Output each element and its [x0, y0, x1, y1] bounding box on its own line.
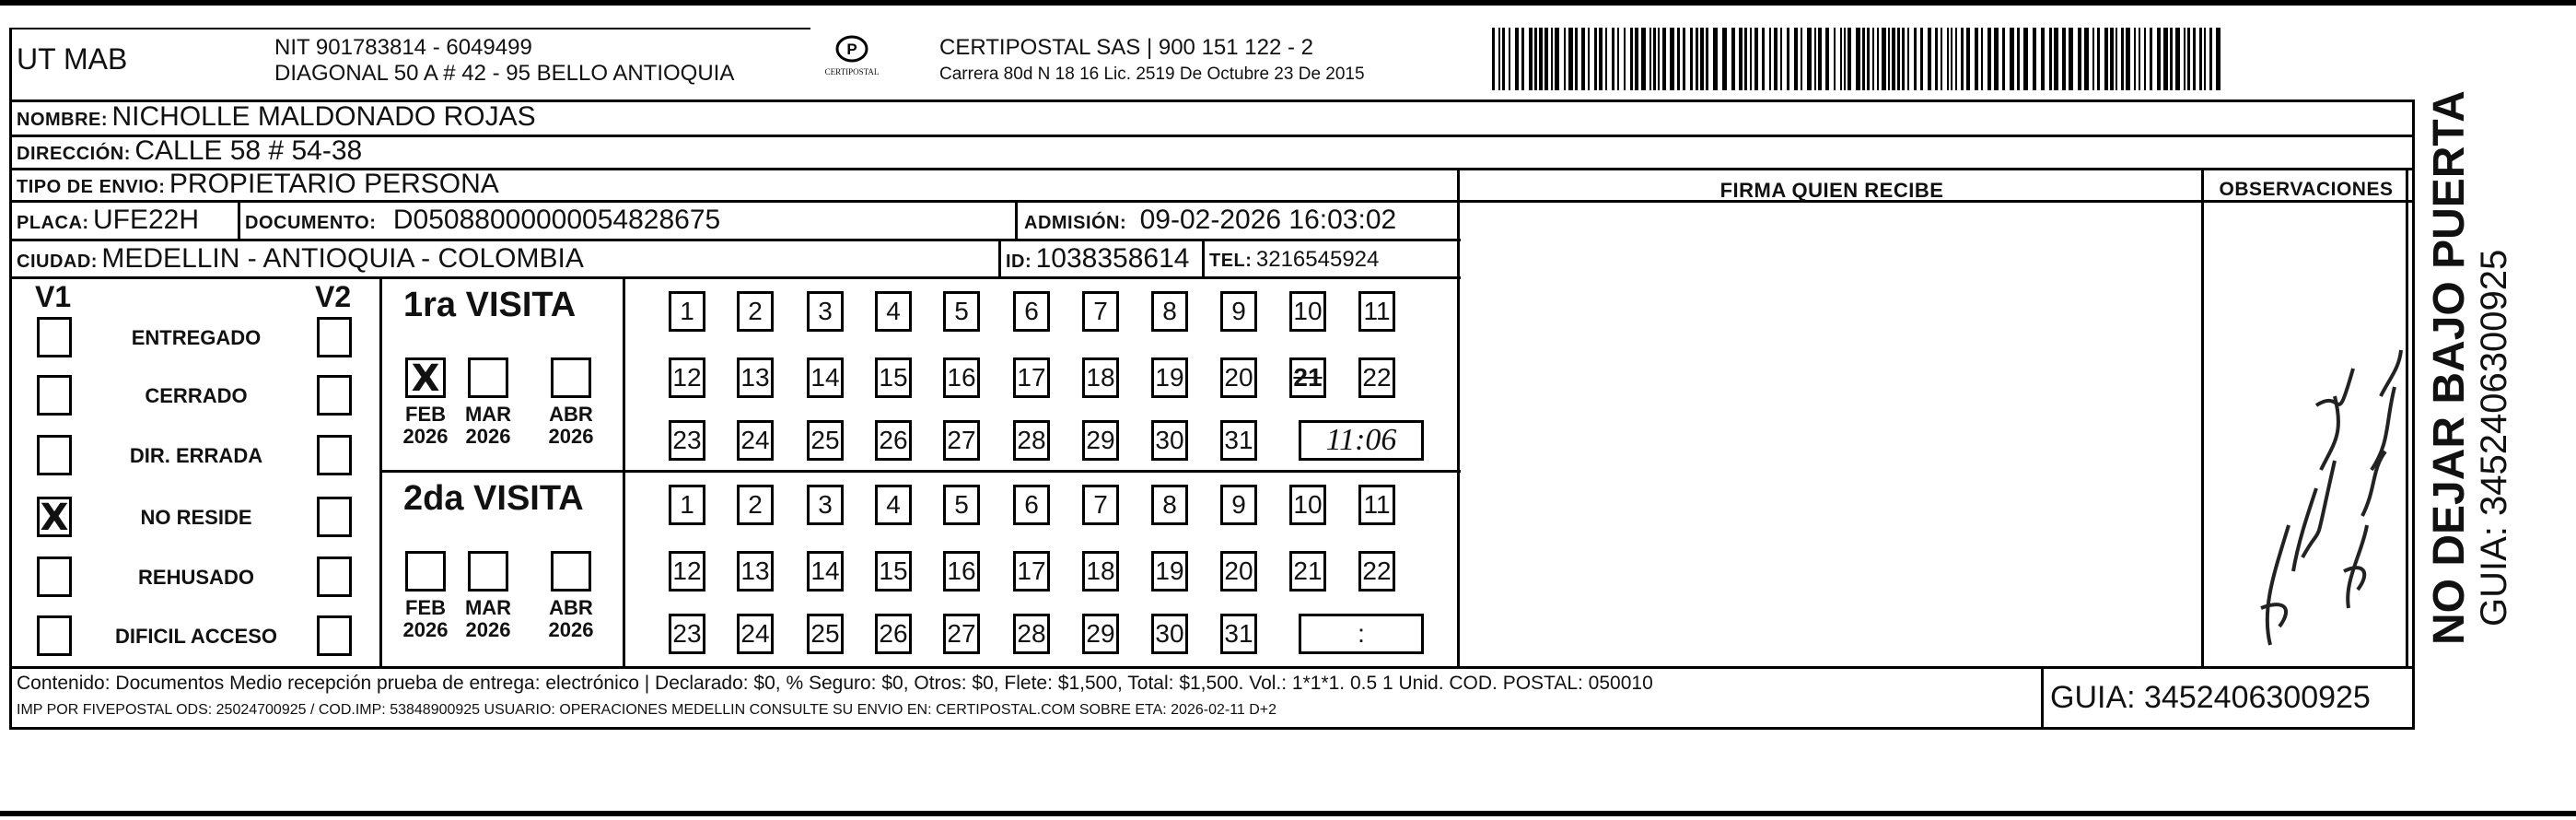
x-mark: X: [40, 497, 69, 539]
barcode-bar: [1551, 28, 1553, 90]
footer-imp: IMP POR FIVEPOSTAL ODS: 25024700925 / COD.IMP: 53848900925 USUARIO: OPERACIONES MEDELLIN CONSULTE SU ENVIO EN: CERTIPOSTAL.COM SOBRE ETA: 2026-02-11 D+2: [17, 702, 1277, 718]
barcode-bar: [1818, 28, 1822, 90]
side-guia: GUIA: 3452406300925: [2474, 249, 2514, 627]
barcode-bar: [1731, 28, 1735, 90]
barcode-bar: [2010, 28, 2014, 90]
barcode-bar: [2110, 28, 2114, 90]
month-checkbox[interactable]: [468, 551, 508, 592]
month-label: [459, 404, 518, 448]
barcode-bar: [2097, 28, 2100, 90]
admision-cell: [1024, 205, 1396, 236]
barcode-bar: [1564, 28, 1566, 90]
barcode-bar: [1856, 28, 1860, 90]
day-box[interactable]: 31: [1220, 420, 1257, 461]
observaciones-label: OBSERVACIONES: [2219, 179, 2394, 200]
day-box[interactable]: 10: [1289, 485, 1326, 525]
status-v1-checkbox[interactable]: [37, 435, 72, 475]
top-rule: [0, 0, 2576, 6]
nombre-value: NICHOLLE MALDONADO ROJAS: [111, 101, 536, 132]
barcode-bar: [2054, 28, 2058, 90]
barcode: [1492, 28, 2229, 90]
status-label: REHUSADO: [138, 566, 254, 589]
barcode-bar: [1641, 28, 1646, 90]
day-box[interactable]: 30: [1151, 420, 1188, 461]
company-code: UT MAB: [17, 42, 128, 76]
barcode-bar: [1754, 28, 1758, 90]
barcode-bar: [2193, 28, 2196, 90]
status-v1-checkbox[interactable]: [37, 317, 72, 357]
barcode-bar: [1897, 28, 1900, 90]
visit2-title: 2da VISITA: [403, 479, 584, 518]
id-value: 1038358614: [1035, 243, 1190, 274]
barcode-bar: [2139, 28, 2140, 90]
day-box[interactable]: 24: [737, 420, 774, 461]
day-box[interactable]: 24: [737, 614, 774, 654]
barcode-bar: [2017, 28, 2020, 90]
barcode-bar: [1794, 28, 1798, 90]
barcode-bar: [1534, 28, 1537, 90]
placa-value: UFE22H: [93, 205, 200, 235]
barcode-bar: [1928, 28, 1931, 90]
id-label: ID:: [1006, 252, 1032, 272]
barcode-bar: [2204, 28, 2206, 90]
day-box[interactable]: 17: [1013, 357, 1050, 398]
day-box[interactable]: 28: [1013, 420, 1050, 461]
day-box[interactable]: 11: [1358, 485, 1395, 525]
admision-label: ADMISIÓN:: [1024, 213, 1127, 233]
barcode-bar: [1914, 28, 1917, 90]
month-checkbox[interactable]: [405, 357, 446, 398]
day-box[interactable]: 22: [1358, 357, 1395, 398]
status-label: DIR. ERRADA: [129, 444, 263, 467]
barcode-bar: [1588, 28, 1590, 90]
barcode-bar: [1599, 28, 1603, 90]
month-name: FEB: [405, 596, 446, 619]
bottom-rule: [0, 811, 2576, 816]
barcode-bar: [1555, 28, 1559, 90]
day-box[interactable]: 28: [1013, 614, 1050, 654]
day-box[interactable]: 4: [875, 485, 912, 525]
status-v2-checkbox[interactable]: [317, 497, 352, 537]
barcode-bar: [1907, 28, 1909, 90]
svg-text:P: P: [846, 41, 857, 58]
day-box[interactable]: 15: [875, 551, 912, 592]
day-box[interactable]: 19: [1151, 357, 1188, 398]
status-v2-checkbox[interactable]: [317, 375, 352, 416]
barcode-bar: [1994, 28, 1999, 90]
barcode-bar: [1981, 28, 1983, 90]
barcode-bar: [1877, 28, 1879, 90]
side-text-block: [2425, 90, 2557, 645]
month-year: 2026: [548, 618, 594, 642]
barcode-bar: [1807, 28, 1812, 90]
day-box[interactable]: 25: [807, 614, 844, 654]
tel-cell: [1209, 247, 1379, 273]
nombre-label: NOMBRE:: [17, 110, 109, 130]
barcode-bar: [1941, 28, 1942, 90]
documento-cell: [245, 205, 720, 236]
month-checkbox[interactable]: [551, 357, 591, 398]
status-label: CERRADO: [145, 384, 248, 407]
day-box[interactable]: 9: [1220, 485, 1257, 525]
day-box[interactable]: 7: [1082, 291, 1119, 332]
barcode-bar: [1539, 28, 1543, 90]
status-v1-checkbox[interactable]: [37, 375, 72, 416]
barcode-bar: [2023, 28, 2028, 90]
carrier-text: CERTIPOSTAL SAS | 900 151 122 - 2: [939, 35, 1313, 60]
direccion-row: [17, 135, 362, 167]
month-name: ABR: [549, 403, 593, 426]
day-box[interactable]: 26: [875, 420, 912, 461]
barcode-bar: [1722, 28, 1727, 90]
barcode-bar: [1630, 28, 1633, 90]
barcode-bar: [2121, 28, 2124, 90]
barcode-bar: [1683, 28, 1685, 90]
barcode-bar: [2041, 28, 2045, 90]
barcode-bar: [1966, 28, 1970, 90]
barcode-bar: [1774, 28, 1778, 90]
license-text: Carrera 80d N 18 16 Lic. 2519 De Octubre 23 De 2015: [939, 64, 1365, 84]
day-box[interactable]: 1: [669, 485, 705, 525]
x-mark: X: [411, 357, 440, 400]
footer-guia: GUIA: 3452406300925: [2050, 680, 2371, 715]
barcode-bar: [1844, 28, 1846, 90]
day-box[interactable]: 31: [1220, 614, 1257, 654]
barcode-bar: [2199, 28, 2202, 90]
month-name: FEB: [405, 403, 446, 426]
month-year: 2026: [548, 425, 594, 449]
month-year: 2026: [465, 425, 511, 449]
day-box[interactable]: 2: [737, 291, 774, 332]
day-box[interactable]: 25: [807, 420, 844, 461]
barcode-bar: [2033, 28, 2036, 90]
barcode-bar: [1801, 28, 1802, 90]
day-box[interactable]: 4: [875, 291, 912, 332]
day-box[interactable]: 23: [669, 420, 705, 461]
barcode-bar: [2078, 28, 2081, 90]
barcode-bar: [1658, 28, 1660, 90]
barcode-bar: [2002, 28, 2005, 90]
barcode-bar: [1677, 28, 1680, 90]
status-label: DIFICIL ACCESO: [114, 625, 277, 648]
tel-label: TEL:: [1209, 251, 1253, 271]
handwritten-observations: [2206, 332, 2404, 654]
day-box[interactable]: 6: [1013, 291, 1050, 332]
barcode-bar: [1605, 28, 1607, 90]
barcode-bar: [1653, 28, 1656, 90]
barcode-bar: [1975, 28, 1978, 90]
status-v1-checkbox[interactable]: [37, 497, 72, 537]
barcode-bar: [1700, 28, 1704, 90]
barcode-bar: [1635, 28, 1638, 90]
month-label: [542, 404, 600, 448]
barcode-bar: [1617, 28, 1619, 90]
day-box[interactable]: 8: [1151, 291, 1188, 332]
documento-value: D05088000000054828675: [392, 205, 721, 235]
barcode-bar: [1696, 28, 1698, 90]
barcode-bar: [1502, 28, 1505, 90]
barcode-bar: [2062, 28, 2066, 90]
day-box[interactable]: 3: [807, 485, 844, 525]
month-checkbox[interactable]: [405, 551, 446, 592]
barcode-bar: [1780, 28, 1782, 90]
barcode-bar: [2092, 28, 2094, 90]
v1-header: V1: [35, 280, 72, 313]
barcode-bar: [1787, 28, 1789, 90]
barcode-bar: [2126, 28, 2130, 90]
barcode-bar: [2187, 28, 2190, 90]
barcode-bar: [1920, 28, 1923, 90]
barcode-bar: [1947, 28, 1949, 90]
day-box[interactable]: 5: [943, 291, 980, 332]
barcode-bar: [2175, 28, 2180, 90]
barcode-bar: [2157, 28, 2161, 90]
status-v2-checkbox[interactable]: [317, 435, 352, 475]
barcode-bar: [1670, 28, 1674, 90]
day-box[interactable]: 27: [943, 420, 980, 461]
logo-icon: [833, 33, 870, 64]
day-box[interactable]: 15: [875, 357, 912, 398]
barcode-bar: [2150, 28, 2152, 90]
firma-area[interactable]: [1461, 204, 2200, 664]
day-box[interactable]: 16: [943, 551, 980, 592]
ciudad-label: CIUDAD:: [17, 252, 98, 272]
nit-text: NIT 901783814 - 6049499: [274, 35, 532, 60]
v2-header: V2: [315, 280, 352, 313]
barcode-bar: [1872, 28, 1874, 90]
barcode-bar: [1882, 28, 1886, 90]
barcode-bar: [2144, 28, 2146, 90]
placa-cell: [17, 205, 199, 236]
status-v2-checkbox[interactable]: [317, 556, 352, 597]
barcode-bar: [1892, 28, 1895, 90]
day-box[interactable]: 22: [1358, 551, 1395, 592]
status-v1-checkbox[interactable]: [37, 615, 72, 656]
id-cell: [1006, 243, 1189, 275]
status-label: NO RESIDE: [140, 506, 252, 529]
month-year: 2026: [402, 425, 449, 449]
day-box[interactable]: 8: [1151, 485, 1188, 525]
day-box[interactable]: 16: [943, 357, 980, 398]
day-box[interactable]: 14: [807, 551, 844, 592]
tel-value: 3216545924: [1255, 247, 1380, 272]
barcode-bar: [1612, 28, 1614, 90]
barcode-bar: [2069, 28, 2073, 90]
ciudad-value: MEDELLIN - ANTIOQUIA - COLOMBIA: [101, 243, 584, 274]
barcode-bar: [2184, 28, 2186, 90]
month-label: [396, 597, 455, 641]
barcode-bar: [1862, 28, 1865, 90]
barcode-bar: [2116, 28, 2117, 90]
status-v2-checkbox[interactable]: [317, 615, 352, 656]
barcode-bar: [1529, 28, 1533, 90]
logo-text: CERTIPOSTAL: [824, 67, 880, 76]
barcode-bar: [2049, 28, 2052, 90]
barcode-bar: [1713, 28, 1718, 90]
barcode-bar: [1750, 28, 1752, 90]
day-box[interactable]: 21: [1289, 357, 1326, 398]
barcode-bar: [1935, 28, 1938, 90]
barcode-bar: [1961, 28, 1964, 90]
month-name: ABR: [549, 596, 593, 619]
status-v2-checkbox[interactable]: [317, 317, 352, 357]
certipostal-logo: [814, 33, 890, 85]
firma-label: FIRMA QUIEN RECIBE: [1719, 179, 1944, 202]
day-box[interactable]: 11: [1358, 291, 1395, 332]
barcode-bar: [2216, 28, 2220, 90]
barcode-bar: [1825, 28, 1829, 90]
day-box[interactable]: 12: [669, 551, 705, 592]
day-box[interactable]: 18: [1082, 357, 1119, 398]
documento-label: DOCUMENTO:: [245, 213, 377, 233]
visit1-title: 1ra VISITA: [403, 286, 577, 324]
barcode-bar: [1581, 28, 1585, 90]
day-box[interactable]: 20: [1220, 357, 1257, 398]
placa-label: PLACA:: [17, 213, 89, 233]
barcode-bar: [1840, 28, 1842, 90]
day-box[interactable]: 30: [1151, 614, 1188, 654]
day-box[interactable]: 13: [737, 551, 774, 592]
barcode-bar: [1662, 28, 1666, 90]
tipo-row: [17, 169, 499, 200]
status-label: ENTREGADO: [131, 326, 262, 349]
nombre-row: [17, 101, 536, 133]
barcode-bar: [1847, 28, 1851, 90]
day-box[interactable]: 23: [669, 614, 705, 654]
day-box[interactable]: 9: [1220, 291, 1257, 332]
barcode-bar: [1888, 28, 1890, 90]
barcode-bar: [2163, 28, 2168, 90]
day-box[interactable]: 20: [1220, 551, 1257, 592]
barcode-bar: [1744, 28, 1747, 90]
day-box[interactable]: 12: [669, 357, 705, 398]
month-name: MAR: [464, 596, 512, 619]
barcode-bar: [1951, 28, 1952, 90]
month-year: 2026: [402, 618, 449, 642]
day-box[interactable]: 3: [807, 291, 844, 332]
tipo-value: PROPIETARIO PERSONA: [169, 169, 499, 199]
direccion-value: CALLE 58 # 54-38: [134, 135, 363, 166]
month-year: 2026: [465, 618, 511, 642]
day-box[interactable]: 10: [1289, 291, 1326, 332]
day-box[interactable]: 7: [1082, 485, 1119, 525]
day-box[interactable]: 2: [737, 485, 774, 525]
barcode-bar: [2170, 28, 2173, 90]
barcode-bar: [1521, 28, 1524, 90]
barcode-bar: [1867, 28, 1870, 90]
barcode-bar: [2084, 28, 2089, 90]
barcode-bar: [1649, 28, 1651, 90]
barcode-bar: [1739, 28, 1743, 90]
day-box[interactable]: 6: [1013, 485, 1050, 525]
barcode-bar: [1544, 28, 1548, 90]
month-label: [459, 597, 518, 641]
time-box[interactable]: :: [1299, 614, 1424, 654]
ciudad-cell: [17, 243, 584, 275]
day-box[interactable]: 29: [1082, 614, 1119, 654]
barcode-bar: [1834, 28, 1836, 90]
barcode-bar: [1575, 28, 1578, 90]
month-checkbox[interactable]: [551, 551, 591, 592]
day-box[interactable]: 29: [1082, 420, 1119, 461]
day-box[interactable]: 17: [1013, 551, 1050, 592]
barcode-bar: [1690, 28, 1693, 90]
day-box[interactable]: 1: [669, 291, 705, 332]
barcode-bar: [1762, 28, 1765, 90]
footer-contenido: Contenido: Documentos Medio recepción prueba de entrega: electrónico | Declarado: $0, % Seguro: $0, Otros: $0, Flete: $1,500, Total: $1,500. Vol.: 1*1*1. 0.5 1 Unid. COD. POSTAL: 050010: [17, 673, 1653, 694]
barcode-bar: [1498, 28, 1500, 90]
barcode-bar: [1509, 28, 1510, 90]
barcode-bar: [1902, 28, 1905, 90]
month-label: [396, 404, 455, 448]
barcode-bar: [1624, 28, 1626, 90]
barcode-bar: [1568, 28, 1573, 90]
day-box[interactable]: 18: [1082, 551, 1119, 592]
barcode-bar: [1515, 28, 1519, 90]
barcode-bar: [1492, 28, 1495, 90]
month-name: MAR: [464, 403, 512, 426]
barcode-bar: [1955, 28, 1957, 90]
day-box[interactable]: 19: [1151, 551, 1188, 592]
day-box[interactable]: 5: [943, 485, 980, 525]
no-dejar-warning: NO DEJAR BAJO PUERTA: [2425, 90, 2474, 645]
barcode-bar: [2134, 28, 2136, 90]
day-box[interactable]: 14: [807, 357, 844, 398]
tipo-label: TIPO DE ENVIO:: [17, 177, 166, 197]
month-label: [542, 597, 600, 641]
barcode-bar: [1706, 28, 1708, 90]
day-box[interactable]: 21: [1289, 551, 1326, 592]
barcode-bar: [1987, 28, 1991, 90]
day-box[interactable]: 26: [875, 614, 912, 654]
status-v1-checkbox[interactable]: [37, 556, 72, 597]
direccion-label: DIRECCIÓN:: [17, 144, 131, 164]
month-checkbox[interactable]: [468, 357, 508, 398]
barcode-bar: [1769, 28, 1771, 90]
barcode-bar: [1594, 28, 1597, 90]
day-box[interactable]: 13: [737, 357, 774, 398]
barcode-bar: [2209, 28, 2212, 90]
day-box[interactable]: 27: [943, 614, 980, 654]
barcode-bar: [2104, 28, 2108, 90]
time-box[interactable]: 11:06: [1299, 420, 1424, 461]
address-text: DIAGONAL 50 A # 42 - 95 BELLO ANTIOQUIA: [274, 61, 735, 86]
admision-value: 09-02-2026 16:03:02: [1139, 205, 1397, 235]
barcode-bar: [1814, 28, 1816, 90]
